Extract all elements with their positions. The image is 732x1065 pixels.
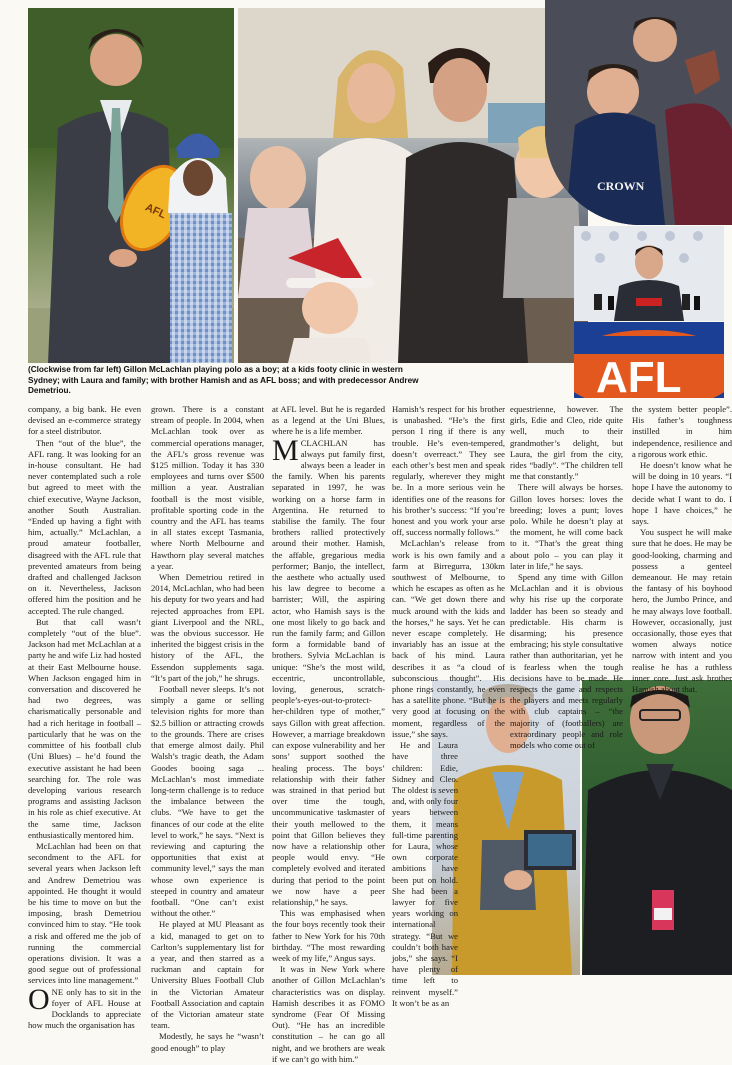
col2-para-2: When Demetriou retired in 2014, McLachlan, who had been his deputy for two years and had rejected approaches from EPL giant Liverpool and the NRL, was the obvious successor. He inherited the biggest crisis in the history of the AFL, the Essendon supplements saga. “It’s part of the job,” he shrugs. (151, 572, 264, 683)
col2-para-3: Football never sleeps. It’s not simply a game or selling television rights for more than $2.5 billion or attracting crowds to the grounds. There are crises that emerge almost daily. Phil Walsh’s tragic death, the Adam Goodes booing saga ... McLachlan’s most immediate long-term challenge is to reduce the imbalance between the clubs. “We have to get the finances of our code at the elite level to work,” he says. “Next is reviewing and capturing the opportunities that exist at community level,” says the man whose own experience is steeped in country and amateur football. “One can’t exist without the other.” (151, 684, 264, 919)
dropcap-m: M (272, 433, 299, 467)
kids-clinic-illustration (28, 8, 234, 363)
col6-para-1: the system better people”. His father’s toughness instilled in him independence, resilience and a rigorous work ethic. (632, 404, 732, 459)
photo-afl-sign (574, 322, 724, 398)
col5-para-2: There will always be horses. Gillon loves horses: loves the breeding; loves a punt; loves polo. While he doesn’t play at the moment, he will come back to it. “That’s the great thing about polo – you can play it later in life,” he says. (510, 482, 623, 571)
article-column-6 (632, 404, 732, 695)
photo-kids-clinic (28, 8, 234, 363)
afl-sign-text: AFL (596, 353, 682, 398)
col5-para-3: Spend any time with Gillon McLachlan and it is obvious why his rise up the corporate ladder has been so steady and predictable. His charm is disarming; his presence embracing; his style consultative rather than authoritarian, yet he is fearless when the tough decisions have to be made. He respects the game and respects the players and meets regularly with club captains – “the majority of (footballers) are extraordinary people and role models who come out of (510, 572, 623, 751)
col1-para-1: company, a big bank. He even devised an e-commerce strategy for a steel distributor. (28, 404, 141, 437)
ball-text: AFL (143, 201, 168, 222)
brothers-illustration (545, 0, 732, 225)
afl-sign-illustration (574, 322, 724, 398)
col3-para-3: This was emphasised when the four boys recently took their father to New York for his 70th birthday. “The most rewarding week of my life,” Angus says. (272, 908, 385, 963)
col1-para-2: Then “out of the blue”, the AFL rang. It was looking for an in-house consultant. He had never contemplated such a role but agreed to meet with the chief executive, Wayne Jackson, another South Australian. “Ended up having a fight with him, actually.” McLachlan, a proud amateur footballer, disagreed with the AFL rule that prevented amateurs from being drafted and challenged Jackson on it. Nevertheless, Jackson offered him the position and he accepted. The rule changed. (28, 437, 141, 616)
photo-caption: (Clockwise from far left) Gillon McLachlan playing polo as a boy; at a kids footy clinic in western Sydney; with Laura and family; with brother Hamish and as AFL boss; and with predecessor Andrew Demetriou. (28, 365, 419, 395)
col1-para-3: But that call wasn’t completely “out of the blue”. Jackson had met McLachlan at a party he and wife Liz had hosted at their East Melbourne house. When Jackson engaged him in conversation and discovered he had two degrees, was charismatically personable and had a rich heritage in football – particularly that he was on the committee of his football club (Uni Blues) – he’d found the executive assistant he had been searching for. The role was developing various research programs and assisting Jackson in his role as chief executive. At the same time, Jackson enthusiastically mentored him. (28, 616, 141, 840)
photo-afl-press (574, 226, 724, 321)
photo-family (238, 8, 588, 363)
col6-para-3: You suspect he will make sure that he does. He may be good-looking, charming and possess a genteel demeanour. He may retain the fantasy of his boyhood hero, the Jumbo Prince, and he may always love football. However, occasionally, just occasionally, those eyes that women always notice narrow with intent and you realise he has a ruthless inner core. Just ask brother Hamish about that. (632, 527, 732, 695)
article-column-2 (151, 404, 264, 1054)
article-column-3 (272, 404, 385, 1065)
col3-para-2-text: CLACHLAN has always put family first, always been a leader in the family. When his parents separated in 1997, he was working on a horse farm in Argentina. He returned to stabilise the family. The four brothers rallied protectively around their mother. Hamish, the affable, gregarious media performer; Banjo, the intellect, the aesthete who actually used his law degree to become a barrister; Will, the aspiring actor, who Hamish says is the one most likely to go back and run the family farm; and Gillon form a formidable band of brothers. Sylvia McLachlan is unique: “She’s the most wild, eccentric, uncontrollable, loving, generous, scratch-people’s-eyes-out-to-protect-her-children type of mother,” says Gillon with great affection. However, a marriage breakdown can expose vulnerability and her sons’ support soothed the healing process. The boys’ relationship with their father was strained in that period but over time the tough, uncommunicative taskmaster of their youth mellowed to the point that Gillon believes they now have a relationship other people would envy. “He completely evolved and iterated during that period to the point we now have a peer relationship,” he says. (272, 437, 385, 907)
col1-para-4: McLachlan had been on that secondment to the AFL for several years when Jackson left and Andrew Demetriou was appointed. He thought it would be his time to move on but the imposing, brash Demetriou convinced him to stay. “He took a risk and offered me the job of running the commercial operations division. It was a good segue out of professional services into line management.” (28, 840, 141, 986)
col4-para-3: He and Laura have three children: Edie, Sidney and Cleo. The oldest is seven and, with only four years between them, it means full-time parenting for Laura, whose own corporate ambitions have been put on hold. She had been a lawyer for five years working on international strategy. “But we couldn’t both have jobs,” she says. “I have plenty of time left to reinvent myself.” It won’t be as an (392, 740, 458, 1008)
photo-brothers (545, 0, 732, 225)
article-column-4 (392, 404, 505, 1009)
col1-para-5 (28, 982, 141, 1032)
article-column-5 (510, 404, 623, 751)
col2-para-1: grown. There is a constant stream of people. In 2004, when McLachlan took over as commercial operations manager, the AFL’s gross revenue was $125 million. Today it has 330 employees and turns over $500 million a year. Australian football is the most visible, profitable sporting code in the country and the AFL has teams in all states except Tasmania, where North Melbourne and Hawthorn play several matches a year. (151, 404, 264, 571)
dropcap-o: O (28, 982, 50, 1016)
col3-para-4: It was in New York where another of Gillon McLachlan’s characteristics was on display. Hamish describes it as FOMO syndrome (Fear Of Missing Out). “He has an incredible constitution – he can go all night, and we brothers are weak if we can’t go with him.” (272, 964, 385, 1064)
article-column-1 (28, 404, 141, 1031)
col3-para-2 (272, 433, 385, 909)
col1-para-5-text: NE only has to sit in the foyer of AFL House at Docklands to appreciate how much the organisation has (28, 986, 141, 1031)
col6-para-2: He doesn’t know what he will be doing in 10 years. “I hope I have the autonomy to decide what I want to do. I hope I have choices,” he says. (632, 460, 732, 527)
col2-para-4: He played at MU Pleasant as a kid, managed to get on to Carlton’s supplementary list for a year, and then starred as a ruckman and captain for University Blues Football Club in the Victorian Amateur Football Association and captain of the Victorian amateur state team. (151, 919, 264, 1031)
crown-shirt-text: CROWN (597, 179, 645, 193)
col4-para-2: McLachlan’s release from work is his own family and a farm at Birregurra, 130km southwest of Melbourne, to which he escapes as often as he can. “We get down there and muck around with the kids and the horses,” he says. Yet he can never escape completely. He invariably has an issue at the back of his mind. Laura describes it as “a cloud of subconscious thought”. His phone rings constantly, he even has a satellite phone. “But he is very good at focusing on the moment, regardless of the issue,” she says. (392, 538, 505, 739)
family-illustration (238, 8, 588, 363)
col5-para-1: equestrienne, however. The girls, Edie and Cleo, ride quite well, much to their grandmother’s delight, but Laura, the girl from the city, rides “badly”. “The children tell me that constantly.” (510, 404, 623, 482)
col4-para-1: Hamish’s respect for his brother is unabashed. “He’s the first person I ring if there is any trouble. He’s even-tempered, doesn’t overreact.” They see each other’s best men and speak regularly, wherever they might be. In a more serious vein he identifies one of the reasons for his brother’s success: “If you’re honest and you work your arse off, success normally follows.” (392, 404, 505, 538)
col3-para-1: at AFL level. But he is regarded as a legend at the Uni Blues, where he is a life member. (272, 404, 385, 437)
afl-press-illustration (574, 226, 724, 321)
col2-para-5: Modestly, he says he “wasn’t good enough” to play (151, 1031, 264, 1053)
